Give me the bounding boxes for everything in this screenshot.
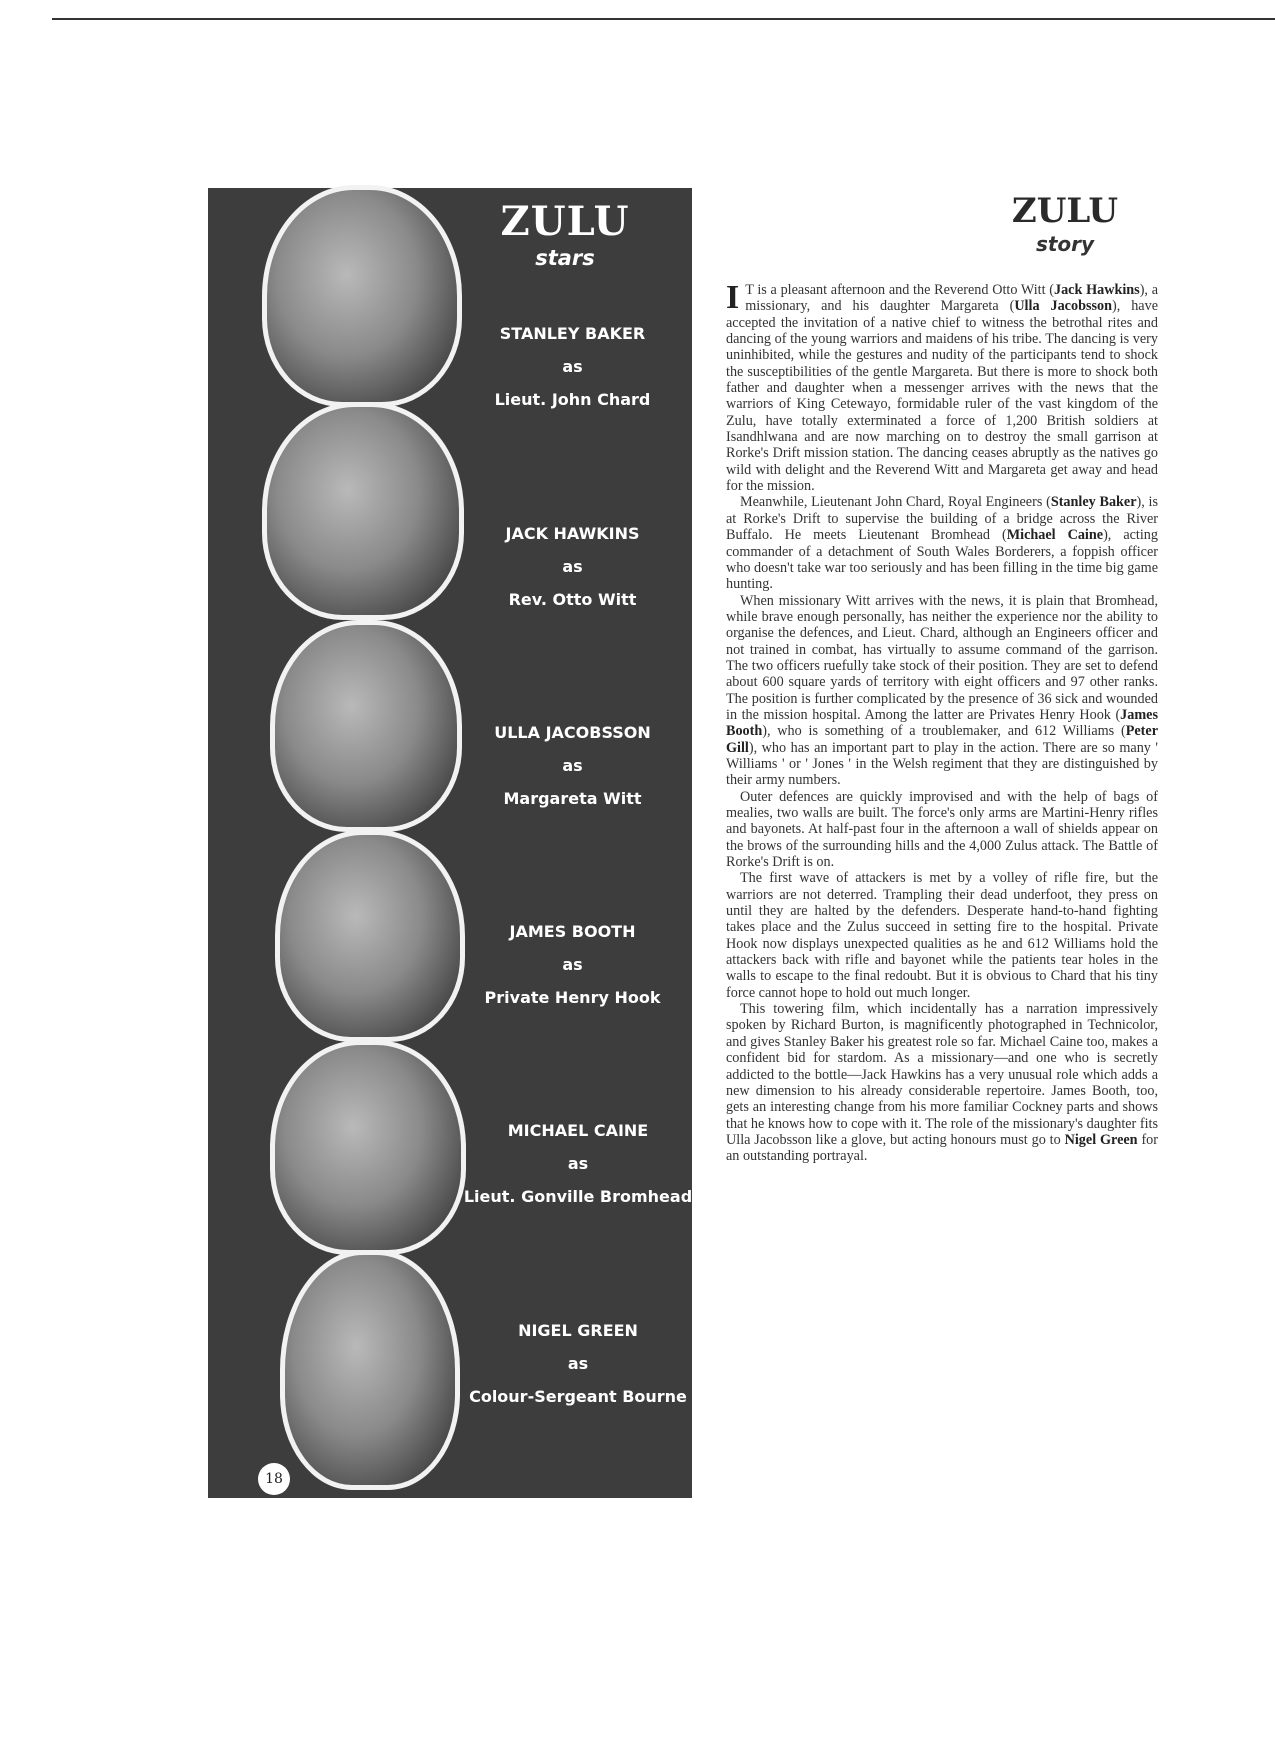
portrait-james-booth xyxy=(275,830,465,1042)
role-name: Lieut. John Chard xyxy=(494,390,651,409)
story-paragraph: The first wave of attackers is met by a volley of rifle fire, but the warriors are not deterred. Trampling their dead underfoot, they press on until they are halted by the defenders. Desperate hand-to-hand fighting takes place and the Zulus succeed in setting fire to the hospital. Private Hook now displays unexpected qualities as he and 612 Williams hold the attackers back with rifle and bayonet while the patients tear holes in the walls to escape to the final redoubt. But it is obvious to Chard that his tiny force cannot hope to hold out much longer. xyxy=(726,870,1158,1001)
role-name: Colour-Sergeant Bourne xyxy=(469,1387,687,1406)
as-label: as xyxy=(567,1154,589,1173)
portrait-michael-caine xyxy=(270,1040,466,1255)
portrait-nigel-green xyxy=(280,1250,460,1490)
as-label: as xyxy=(562,357,583,376)
story-heading xyxy=(990,192,1140,258)
cast-credit xyxy=(445,317,700,416)
cast-credit xyxy=(445,517,700,616)
as-label: as xyxy=(567,1354,589,1373)
story-title: ZULU xyxy=(1011,191,1119,231)
story-paragraph: When missionary Witt arrives with the news, it is plain that Bromhead, while brave enough personally, has neither the experience nor the ability to organise the defences, and Lieut. Chard, although an Engineers officer and not trained in combat, has virtually to assume command of the garrison. The two officers ruefully take stock of their position. They are set to defend about 600 square yards of territory with eight officers and 97 other ranks. The position is further complicated by the presence of 36 sick and wounded in the mission hospital. Among the latter are Privates Henry Hook (James Booth), who is something of a troublemaker, and 612 Williams (Peter Gill), who has an important part to play in the action. There are so many ' Williams ' or ' Jones ' in the Welsh regiment that they are distinguished by their army numbers. xyxy=(726,592,1158,789)
role-name: Margareta Witt xyxy=(503,789,642,808)
portrait-jack-hawkins xyxy=(262,402,464,620)
as-label: as xyxy=(562,756,583,775)
story-text xyxy=(726,279,1159,1165)
story-paragraph: I T is a pleasant afternoon and the Reverend Otto Witt (Jack Hawkins), a missionary, and his daughter Margareta (Ulla Jacobsson), have accepted the invitation of a native chief to witness the betrothal rites and dancing of the young warriors and maidens of his tribe. The dancing is very uninhibited, while the gestures and nudity of the participants tend to shock the susceptibilities of the gentle Margareta. But there is more to shock both father and daughter when a messenger arrives with the news that the warriors of King Cetewayo, formidable ruler of the vast kingdom of the Zulu, have totally exterminated a force of 1,200 British soldiers at Isandhlwana and are now marching on to destroy the small garrison at Rorke's Drift mission station. The dancing ceases abruptly as the natives go wild with delight and the Reverend Witt and Margareta get away and head for the mission. xyxy=(726,279,1158,495)
actor-name: NIGEL GREEN xyxy=(518,1321,638,1340)
actor-name: JAMES BOOTH xyxy=(509,922,636,941)
actor-name: MICHAEL CAINE xyxy=(507,1121,649,1140)
role-name: Lieut. Gonville Bromhead xyxy=(463,1187,693,1206)
cast-credit xyxy=(445,915,700,1014)
portrait-stanley-baker xyxy=(262,185,462,407)
story-subtitle: story xyxy=(1035,232,1095,256)
as-label: as xyxy=(562,557,583,576)
cast-credit xyxy=(448,1314,708,1413)
cast-credit xyxy=(448,1114,708,1213)
stars-subtitle: stars xyxy=(535,246,595,270)
story-paragraph: Outer defences are quickly improvised and with the help of bags of mealies, two walls are built. The force's only arms are Martini-Henry rifles and bayonets. At half-past four in the afternoon a wall of shields appear on the brows of the surrounding hills and the 4,000 Zulus attack. The Battle of Rorke's Drift is on. xyxy=(726,788,1158,871)
role-name: Rev. Otto Witt xyxy=(508,590,637,609)
role-name: Private Henry Hook xyxy=(484,988,661,1007)
stars-heading xyxy=(470,200,660,272)
page-number: 18 xyxy=(258,1463,290,1495)
actor-name: JACK HAWKINS xyxy=(505,524,640,543)
cast-credit xyxy=(445,716,700,815)
actor-name: STANLEY BAKER xyxy=(499,324,646,343)
stars-title: ZULU xyxy=(500,198,630,245)
portrait-ulla-jacobsson xyxy=(270,620,462,832)
drop-cap: I xyxy=(726,279,740,316)
top-rule xyxy=(52,18,1275,20)
as-label: as xyxy=(562,955,583,974)
actor-name: ULLA JACOBSSON xyxy=(494,723,651,742)
story-paragraph: Meanwhile, Lieutenant John Chard, Royal Engineers (Stanley Baker), is at Rorke's Drift to supervise the building of a bridge across the River Buffalo. He meets Lieutenant Bromhead (Michael Caine), acting commander of a detachment of South Wales Borderers, a foppish officer who doesn't take war too seriously and has been filling in the time big game hunting. xyxy=(726,494,1158,593)
story-paragraph: This towering film, which incidentally has a narration impressively spoken by Richard Burton, is magnificently photographed in Technicolor, and gives Stanley Baker his greatest role so far. Michael Caine too, makes a confident bid for stardom. As a missionary—and one who is secretly addicted to the bottle—Jack Hawkins has a very unusual role which adds a new dimension to his already considerable repertoire. James Booth, too, gets an interesting change from his more familiar Cockney parts and shows that he knows how to cope with it. The role of the missionary's daughter fits Ulla Jacobsson like a glove, but acting honours must go to Nigel Green for an outstanding portrayal. xyxy=(726,1001,1159,1165)
